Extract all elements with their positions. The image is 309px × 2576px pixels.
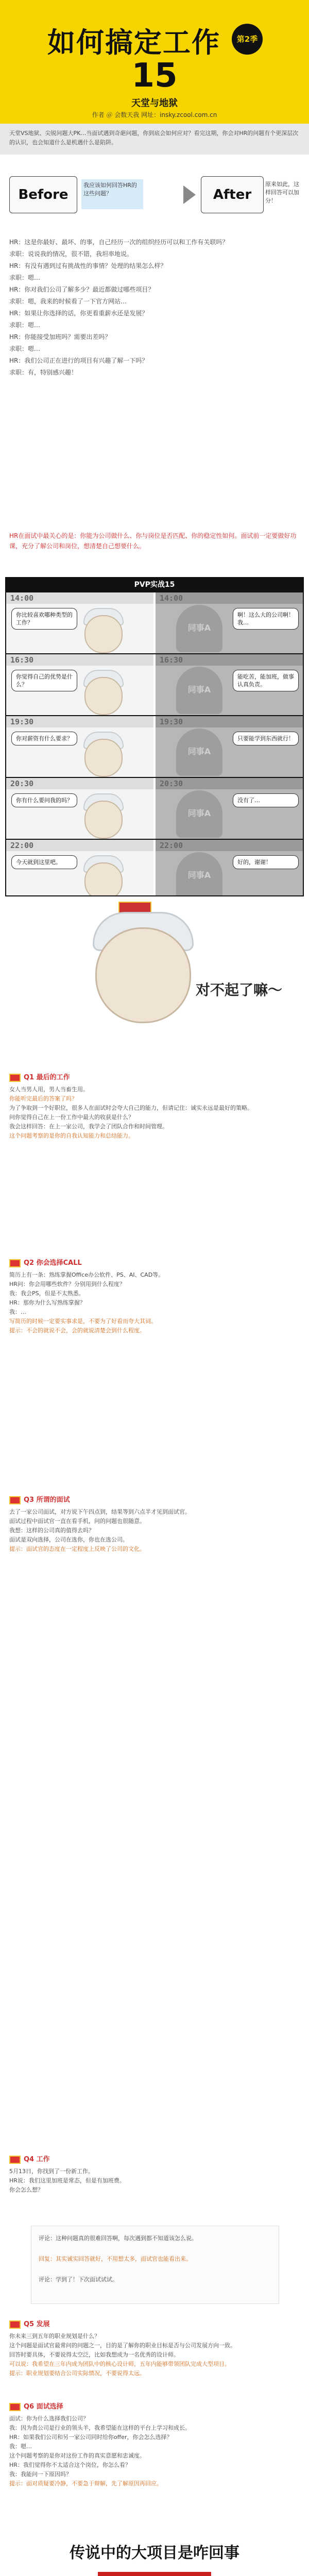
crown-icon xyxy=(9,2403,21,2411)
coworker-silhouette: 同事A xyxy=(176,852,222,896)
project-button[interactable] xyxy=(98,2572,211,2576)
character-face-icon xyxy=(95,927,191,1023)
question-line: 面试过程中面试官一直在看手机，问的问题也很随意。 xyxy=(9,1517,145,1524)
chapter-badge: 第2季 xyxy=(232,24,263,55)
question-line: 可以说：我希望在三年内成为团队中的核心设计师，五年内能够带领团队完成大型项目。 xyxy=(9,2360,230,2367)
question-line: 这个问题考察的是你对这份工作的真实意愿和忠诚度。 xyxy=(9,2452,145,2459)
question-line: HR：那你为什么写熟练掌握？ xyxy=(9,1299,85,1306)
speech-bubble: 你有什么要问我的吗？ xyxy=(11,793,77,807)
comic-panel xyxy=(6,839,303,896)
question-line: HR：我们觉得你不太适合这个岗位，你怎么看？ xyxy=(9,2461,131,2468)
question-block xyxy=(9,2154,300,2195)
question-title: Q2 你会选择CALL xyxy=(24,1259,82,1267)
comment-text: 评论：学到了！下次面试试试。 xyxy=(39,2276,118,2283)
question-line: 提示：不会的就说不会，会的就说清楚会到什么程度。 xyxy=(9,1327,145,1334)
question-line: 你会怎么想？ xyxy=(9,2186,43,2193)
character-face-icon xyxy=(84,862,123,896)
question-line: 提示：职业规划要结合公司实际情况，不要说得太远。 xyxy=(9,2369,145,2377)
intro-text: 天堂VS地狱、尖锐问题大PK…当面试遇到奇葩问题，你到底会如何应对？看完这期，你会对HR的问题有个更深层次的认识，也会知道什么是机遇什么是陷阱。 xyxy=(9,130,299,146)
panel-time: 19:30 xyxy=(10,717,34,726)
panel-time: 20:30 xyxy=(10,779,34,788)
question-line: 我会这样回答：在上一家公司，我学会了团队合作和时间管理。 xyxy=(9,1123,168,1130)
question-line: 面试：你为什么选择我们公司？ xyxy=(9,2415,89,2422)
crown-icon xyxy=(9,1074,21,1082)
question-title: Q6 面试选择 xyxy=(24,2403,63,2411)
dialog-line: 求职：嗯… xyxy=(9,274,41,281)
hr-dialog xyxy=(9,237,300,379)
panel-time: 20:30 xyxy=(160,779,183,788)
episode-subtitle: 天堂与地狱 xyxy=(131,98,178,109)
panel-right xyxy=(156,654,303,715)
question-line: HR：如果我们公司和另一家公司同时给你offer，你会怎么选择？ xyxy=(9,2433,173,2441)
before-label: Before xyxy=(9,176,77,213)
reply-text: 回复：其实诚实回答就好，不用想太多，面试官也能看出来。 xyxy=(39,2256,192,2262)
comic-panel xyxy=(6,777,303,839)
panel-time: 16:30 xyxy=(10,655,34,665)
question-line: 为了争取到一个好职位，很多人在面试时会夸大自己的能力，但请记住：诚实永远是最好的策略。 xyxy=(9,1104,253,1111)
arrow-right-icon xyxy=(183,185,196,204)
panel-right xyxy=(156,716,303,777)
question-line: 简历上有一条：熟练掌握Office办公软件、PS、AI、CAD等。 xyxy=(9,1271,164,1278)
character-face-icon xyxy=(84,739,123,777)
question-line: 你未来三到五年的职业规划是什么？ xyxy=(9,2332,100,2340)
question-line: 我：我能问一下原因吗？ xyxy=(9,2470,72,2478)
intro-box xyxy=(0,124,309,155)
after-label: After xyxy=(201,176,264,213)
question-line: 提示：面试官的态度在一定程度上反映了公司的文化。 xyxy=(9,1545,145,1552)
character-face-icon xyxy=(84,615,123,653)
character-face-icon xyxy=(84,677,123,715)
hr-tip: HR在面试中最关心的是：你能为公司做什么、你与岗位是否匹配、你的稳定性如何。面试前一定要做好功课，充分了解公司和岗位，想清楚自己想要什么。 xyxy=(9,532,297,550)
dialog-line: HR：我们公司正在进行的项目有兴趣了解一下吗？ xyxy=(9,357,148,364)
panel-left xyxy=(6,654,153,715)
before-after-section xyxy=(0,165,309,227)
speech-bubble: 能吃苦，能加班，做事认真负责。 xyxy=(233,670,299,691)
dialog-line: 求职：嗯，我来的时候看了一下官方网站… xyxy=(9,298,127,305)
question-line: HR问：你会用哪些软件？分别用到什么程度？ xyxy=(9,1280,125,1287)
crown-icon xyxy=(9,2156,21,2164)
crown-icon xyxy=(9,2320,21,2329)
comic-panel xyxy=(6,591,303,653)
question-block xyxy=(9,2318,300,2378)
comic-title: PVP实战15 xyxy=(6,578,303,591)
question-line: 写简历的时候一定要实事求是，不要为了好看而夸大其词。 xyxy=(9,1317,157,1325)
question-line: 你能听完最后的答案了吗？ xyxy=(9,1095,77,1102)
question-title: Q1 最后的工作 xyxy=(24,1074,70,1081)
episode-number: 15 xyxy=(131,57,178,95)
panel-left xyxy=(6,592,153,653)
question-block xyxy=(9,1494,300,1554)
comment-text: 评论：这种问题真的很难回答啊，每次遇到都不知道该怎么说。 xyxy=(39,2235,197,2242)
question-block xyxy=(9,1072,300,1141)
question-line: 我：因为贵公司是行业的领头羊，我希望能在这样的平台上学习和成长。 xyxy=(9,2424,191,2431)
panel-right xyxy=(156,778,303,839)
section-heading: 传说中的大项目是咋回事 xyxy=(70,2544,239,2562)
page-title: 如何搞定工作 xyxy=(47,26,220,59)
dialog-line: HR：有没有遇到过有挑战性的事情？处理的结果怎么样？ xyxy=(9,262,167,269)
before-note: 我应该如何回答HR的这些问题？ xyxy=(81,179,143,209)
dialog-line: HR：你能接受加班吗？需要出差吗？ xyxy=(9,333,111,341)
dialog-line: 求职：嗯… xyxy=(9,321,41,329)
dialog-line: HR：如果让你选择的话，你更看重薪水还是发展？ xyxy=(9,310,148,317)
comic-panel xyxy=(6,715,303,777)
panel-right xyxy=(156,840,303,896)
dialog-line: 求职：有，特别感兴趣！ xyxy=(9,369,78,376)
author-meta: 作者 ＠ 会数天我 网址：insky.zcool.com.cn xyxy=(92,111,217,118)
after-note: 原来如此，这样回答可以加分！ xyxy=(265,181,299,204)
crown-icon xyxy=(9,1496,21,1504)
question-title: Q3 所谓的面试 xyxy=(24,1496,70,1504)
question-line: 提示：面对质疑要冷静，不要急于辩解，先了解原因再回应。 xyxy=(9,2480,162,2487)
panel-right xyxy=(156,592,303,653)
question-line: 我想：这样的公司真的值得去吗？ xyxy=(9,1527,94,1534)
question-title: Q4 工作 xyxy=(24,2156,50,2163)
question-line: 问你觉得自己在上一份工作中最大的收获是什么？ xyxy=(9,1113,134,1121)
header-banner xyxy=(0,0,309,124)
coworker-silhouette: 同事A xyxy=(176,605,222,652)
panel-time: 14:00 xyxy=(10,594,34,603)
question-block xyxy=(9,2401,300,2488)
panel-left xyxy=(6,840,153,896)
question-line: 这个问题考察的是你的自我认知能力和总结能力。 xyxy=(9,1132,134,1139)
dialog-line: HR：你对我们公司了解多少？最近都做过哪些项目？ xyxy=(9,286,154,293)
question-line: 我：… xyxy=(9,1308,26,1315)
speech-bubble: 没有了… xyxy=(233,793,299,807)
question-line: 去了一家公司面试，对方说下午四点到，结果等到六点半才见到面试官。 xyxy=(9,1508,191,1515)
dialog-line: 求职：嗯… xyxy=(9,345,41,352)
dialog-line: 求职：说说我的情况，很不错，我坦率地说。 xyxy=(9,250,133,258)
panel-time: 14:00 xyxy=(160,594,183,603)
speech-bubble: 啊！这么大的公司啊！我… xyxy=(233,608,299,630)
panel-time: 22:00 xyxy=(160,841,183,850)
speech-bubble: 你比较喜欢哪种类型的工作？ xyxy=(11,608,77,630)
speech-bubble: 你对薪资有什么要求？ xyxy=(11,732,77,745)
speech-bubble: 好的，谢谢！ xyxy=(233,855,299,869)
crown-icon xyxy=(9,1259,21,1267)
comment-card xyxy=(31,2226,279,2304)
question-line: 这个问题是面试官最常问的问题之一，目的是了解你的职业目标是否与公司发展方向一致。 xyxy=(9,2342,236,2349)
question-line: 女人当男人用，男人当畜生用。 xyxy=(9,1086,89,1093)
coworker-silhouette: 同事A xyxy=(176,790,222,838)
coworker-silhouette: 同事A xyxy=(176,728,222,776)
comic-strip xyxy=(5,577,304,896)
panel-time: 22:00 xyxy=(10,841,34,850)
panel-left xyxy=(6,716,153,777)
panel-left xyxy=(6,778,153,839)
speech-bubble: 你觉得自己的优势是什么？ xyxy=(11,670,77,691)
question-line: 回答时要具体，不要说得太空泛，比如我想成为一名优秀的设计师。 xyxy=(9,2351,179,2358)
coworker-silhouette: 同事A xyxy=(176,667,222,714)
dialog-line: HR：这是你最好、最坏、的事，自己经历一次的组织经历可以和工作有关联吗？ xyxy=(9,239,229,246)
question-line: HR说：我们这里加班是常态，但是有加班费。 xyxy=(9,2177,125,2184)
panel-time: 19:30 xyxy=(160,717,183,726)
comic-panel xyxy=(6,653,303,715)
panel-time: 16:30 xyxy=(160,655,183,665)
question-line: 面试是双向选择，公司在选你，你也在选公司。 xyxy=(9,1536,128,1543)
character-face-icon xyxy=(84,801,123,839)
question-line: 我：嗯… xyxy=(9,2443,32,2450)
question-line: 我：我会PS，但是不太熟悉。 xyxy=(9,1290,84,1297)
speech-bubble: 只要能学到东西就行！ xyxy=(233,732,299,745)
question-block xyxy=(9,1257,300,1335)
sorry-caption: 对不起了嘛～ xyxy=(196,981,283,998)
question-title: Q5 发展 xyxy=(24,2320,50,2328)
speech-bubble: 今天就到这里吧。 xyxy=(11,855,77,869)
question-line: 5月13日，你找到了一份新工作。 xyxy=(9,2167,94,2175)
